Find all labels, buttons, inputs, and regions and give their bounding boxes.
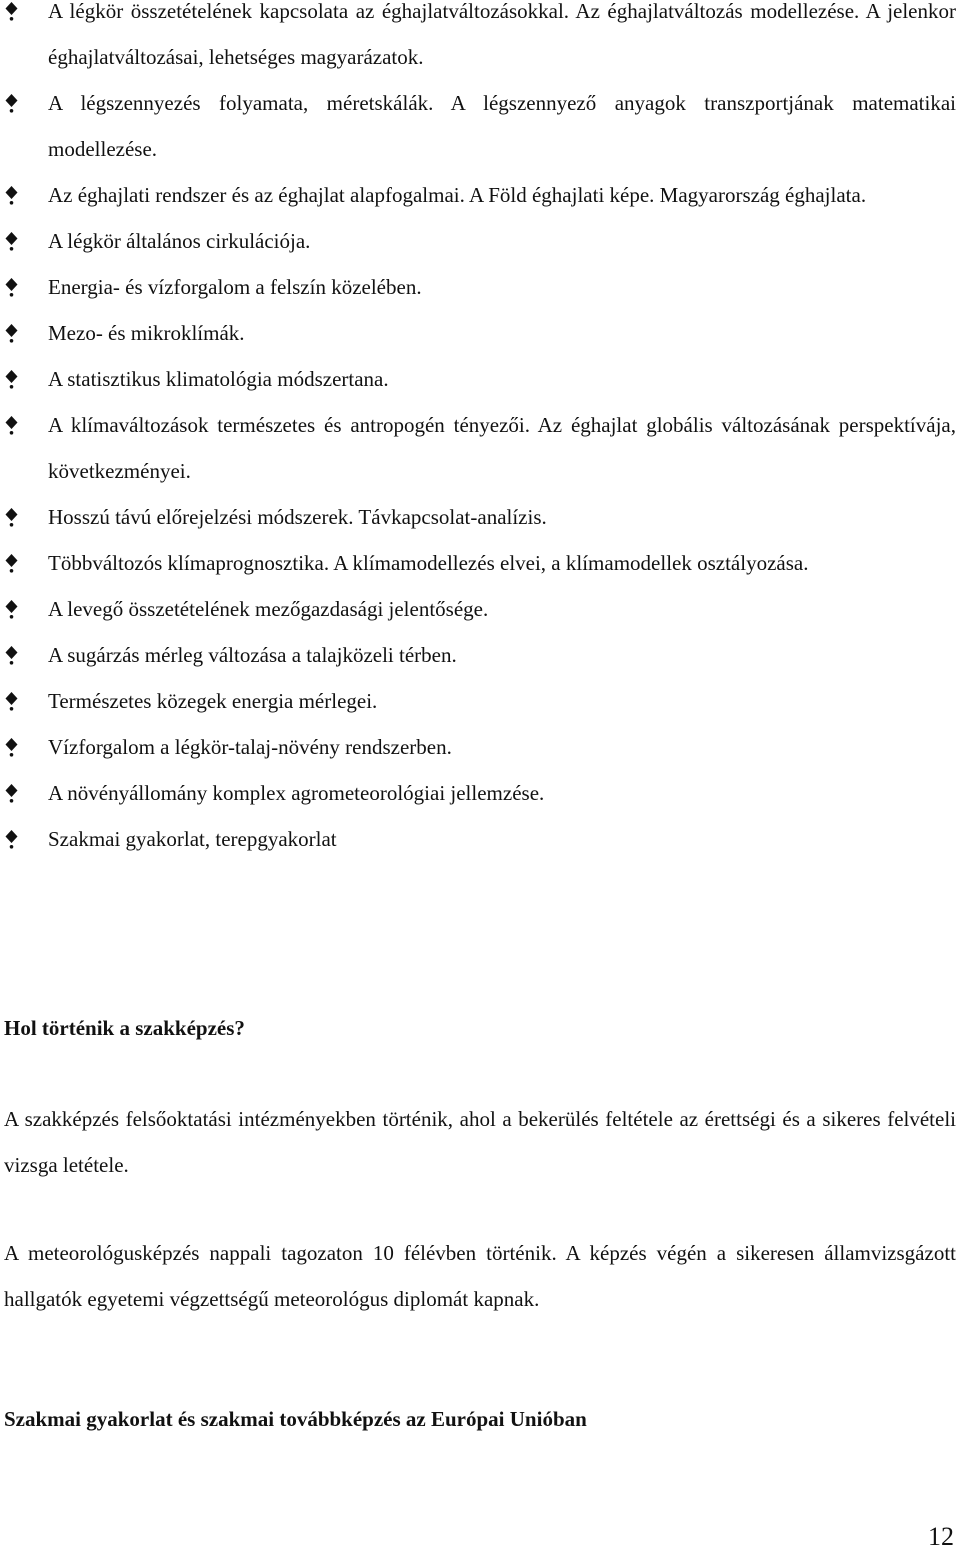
diamond-exclamation-bullet-icon bbox=[5, 692, 18, 711]
bullet-item bbox=[0, 678, 956, 724]
bullet-text: A levegő összetételének mezőgazdasági jelentősége. bbox=[48, 597, 489, 621]
bullet-item bbox=[0, 586, 956, 632]
bullet-item bbox=[0, 356, 956, 402]
diamond-exclamation-bullet-icon bbox=[5, 830, 18, 849]
bullet-text: Többváltozós klímaprognosztika. A klímamodellezés elvei, a klímamodellek osztályozása. bbox=[48, 551, 809, 575]
bullet-item bbox=[0, 80, 956, 172]
bullet-text: A sugárzás mérleg változása a talajközeli térben. bbox=[48, 643, 457, 667]
bullet-text: Az éghajlati rendszer és az éghajlat alapfogalmai. A Föld éghajlati képe. Magyarország éghajlata. bbox=[48, 183, 867, 207]
section-heading-where: Hol történik a szakképzés? bbox=[4, 1016, 245, 1040]
diamond-exclamation-bullet-icon bbox=[5, 2, 18, 21]
bullet-item bbox=[0, 724, 956, 770]
bullet-text: A növényállomány komplex agrometeorológiai jellemzése. bbox=[48, 781, 545, 805]
diamond-exclamation-bullet-icon bbox=[5, 784, 18, 803]
diamond-exclamation-bullet-icon bbox=[5, 370, 18, 389]
diamond-exclamation-bullet-icon bbox=[5, 508, 18, 527]
diamond-exclamation-bullet-icon bbox=[5, 600, 18, 619]
bullet-item bbox=[0, 402, 956, 494]
bullet-item bbox=[0, 540, 956, 586]
diamond-exclamation-bullet-icon bbox=[5, 416, 18, 435]
bullet-item bbox=[0, 218, 956, 264]
bullet-item bbox=[0, 310, 956, 356]
bullet-item bbox=[0, 816, 956, 862]
diamond-exclamation-bullet-icon bbox=[5, 554, 18, 573]
bullet-text: Energia- és vízforgalom a felszín közelében. bbox=[48, 275, 422, 299]
bullet-item bbox=[0, 770, 956, 816]
bullet-text: A légkör összetételének kapcsolata az éghajlatváltozásokkal. Az éghajlatváltozás modellezése. A jelenkor éghajlatváltozásai, lehetséges magyarázatok. bbox=[48, 0, 956, 69]
diamond-exclamation-bullet-icon bbox=[5, 646, 18, 665]
bullet-text: A légszennyezés folyamata, méretskálák. A légszennyező anyagok transzportjának matematikai modellezése. bbox=[48, 91, 956, 161]
diamond-exclamation-bullet-icon bbox=[5, 324, 18, 343]
diamond-exclamation-bullet-icon bbox=[5, 278, 18, 297]
bullet-text: A légkör általános cirkulációja. bbox=[48, 229, 311, 253]
bullet-item bbox=[0, 632, 956, 678]
diamond-exclamation-bullet-icon bbox=[5, 232, 18, 251]
bullet-text: A statisztikus klimatológia módszertana. bbox=[48, 367, 389, 391]
bullet-text: Mezo- és mikroklímák. bbox=[48, 321, 245, 345]
bullet-item bbox=[0, 494, 956, 540]
bullet-text: Vízforgalom a légkör-talaj-növény rendszerben. bbox=[48, 735, 452, 759]
bullet-item bbox=[0, 0, 956, 80]
bullet-item bbox=[0, 172, 956, 218]
bullet-text: Hosszú távú előrejelzési módszerek. Távkapcsolat-analízis. bbox=[48, 505, 547, 529]
bullet-text: A klímaváltozások természetes és antropogén tényezői. Az éghajlat globális változásának perspektívája, következményei. bbox=[48, 413, 956, 483]
paragraph-higher-education: A szakképzés felsőoktatási intézményekben történik, ahol a bekerülés feltétele az érettségi és a sikeres felvételi vizsga letétele. bbox=[4, 1107, 956, 1177]
diamond-exclamation-bullet-icon bbox=[5, 186, 18, 205]
page-number: 12 bbox=[928, 1522, 954, 1551]
bullet-text: Szakmai gyakorlat, terepgyakorlat bbox=[48, 827, 337, 851]
diamond-exclamation-bullet-icon bbox=[5, 94, 18, 113]
section-heading-eu-training: Szakmai gyakorlat és szakmai továbbképzés az Európai Unióban bbox=[4, 1407, 587, 1431]
diamond-exclamation-bullet-icon bbox=[5, 738, 18, 757]
bullet-item bbox=[0, 264, 956, 310]
paragraph-meteorologist-training: A meteorológusképzés nappali tagozaton 10 félévben történik. A képzés végén a sikeresen államvizsgázott hallgatók egyetemi végzettségű meteorológus diplomát kapnak. bbox=[4, 1241, 956, 1311]
bullet-text: Természetes közegek energia mérlegei. bbox=[48, 689, 378, 713]
